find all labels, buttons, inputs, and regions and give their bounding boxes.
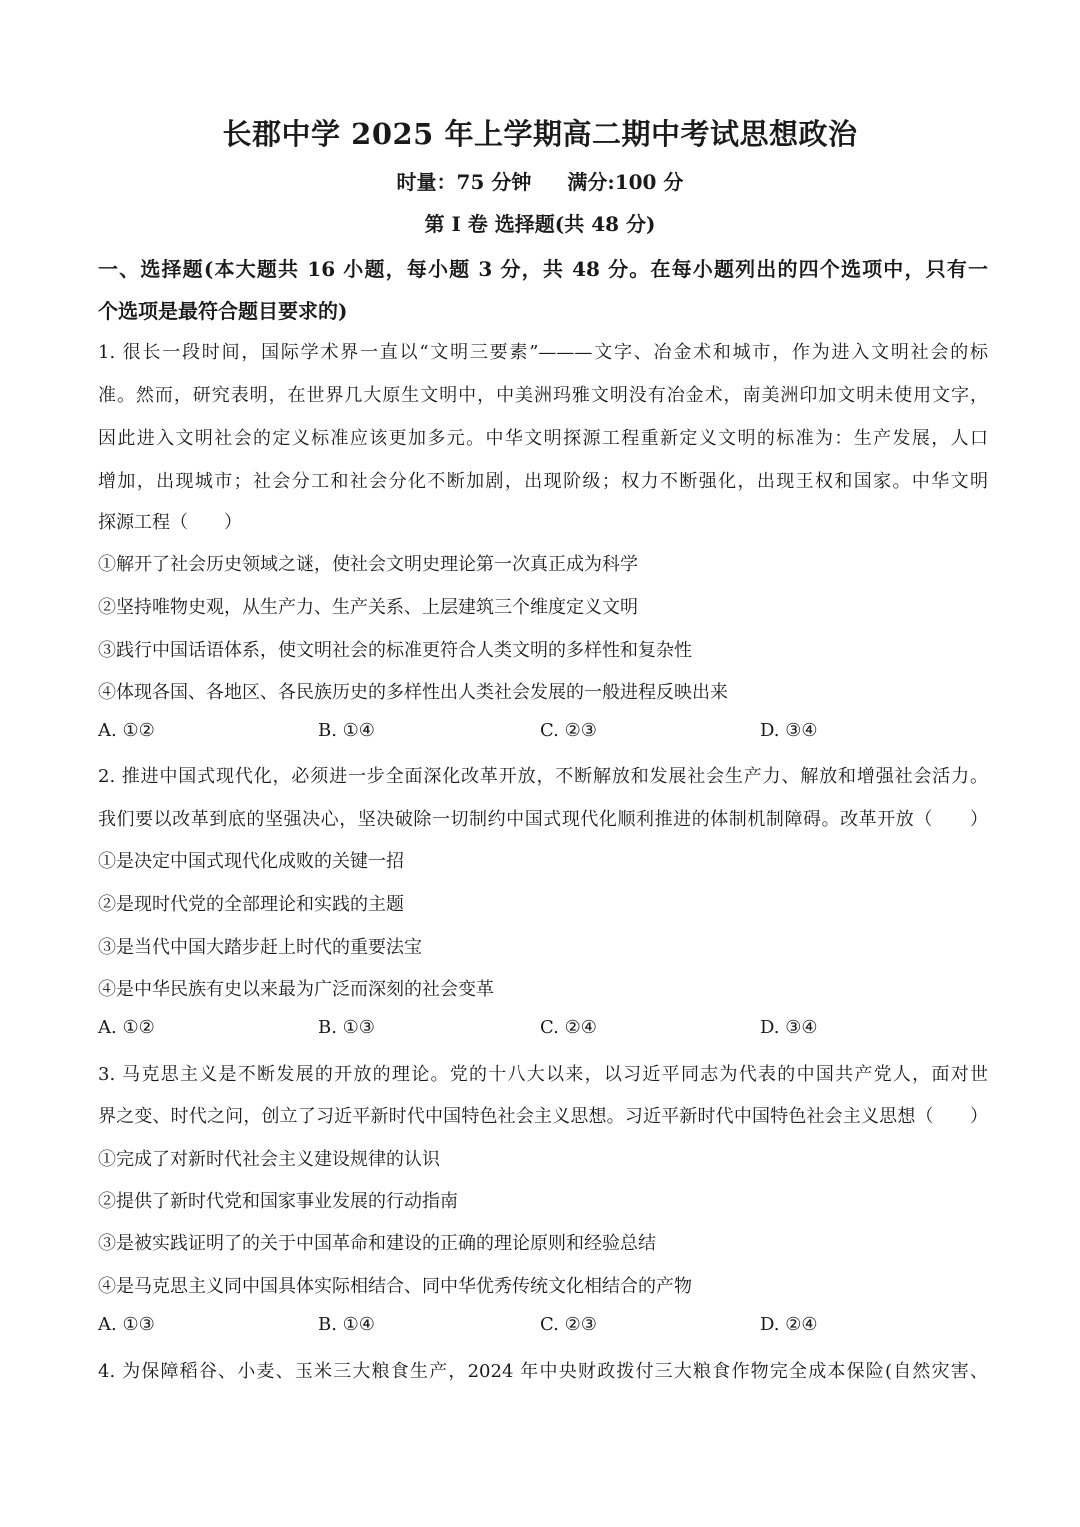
q1-item-3: ③践行中国话语体系，使文明社会的标准更符合人类文明的多样性和复杂性 (98, 640, 692, 661)
q1-item-1: ①解开了社会历史领域之谜，使社会文明史理论第一次真正成为科学 (98, 554, 638, 575)
q1-stem-line-1: 1. 很长一段时间，国际学术界一直以“文明三要素”———文字、冶金术和城市，作为进入文明社会的标 (98, 342, 988, 363)
q1-option-c: C. ②③ (540, 720, 597, 741)
q1-stem-line-2: 准。然而，研究表明，在世界几大原生文明中，中美洲玛雅文明没有冶金术，南美洲印加文明未使用文字， (98, 385, 988, 406)
q3-option-b: B. ①④ (318, 1314, 375, 1335)
q2-option-d: D. ③④ (760, 1017, 818, 1038)
q1-item-2: ②坚持唯物史观，从生产力、生产关系、上层建筑三个维度定义文明 (98, 597, 638, 618)
score-label: 满分:100 分 (567, 170, 684, 194)
q3-item-2: ②提供了新时代党和国家事业发展的行动指南 (98, 1191, 458, 1212)
q2-item-1: ①是决定中国式现代化成败的关键一招 (98, 851, 404, 872)
q2-item-4: ④是中华民族有史以来最为广泛而深刻的社会变革 (98, 979, 494, 1000)
q1-stem-line-3: 因此进入文明社会的定义标准应该更加多元。中华文明探源工程重新定义文明的标准为：生产发展，人口 (98, 428, 988, 449)
q1-option-d: D. ③④ (760, 720, 818, 741)
part-title: 第 I 卷 选择题(共 48 分) (424, 212, 656, 236)
q2-option-c: C. ②④ (540, 1017, 597, 1038)
q1-stem-line-4: 增加，出现城市；社会分工和社会分化不断加剧，出现阶级；权力不断强化，出现王权和国家。中华文明 (98, 471, 988, 492)
q2-item-2: ②是现时代党的全部理论和实践的主题 (98, 894, 404, 915)
q2-option-b: B. ①③ (318, 1017, 375, 1038)
section-heading (98, 248, 988, 332)
q1-option-a: A. ①② (98, 720, 155, 741)
q3-item-1: ①完成了对新时代社会主义建设规律的认识 (98, 1149, 440, 1170)
q2-option-a: A. ①② (98, 1017, 155, 1038)
q3-option-d: D. ②④ (760, 1314, 818, 1335)
section-line-1: 一、选择题(本大题共 16 小题，每小题 3 分，共 48 分。在每小题列出的四个选项中，只有一 (98, 257, 988, 281)
q3-option-c: C. ②③ (540, 1314, 597, 1335)
q3-item-4: ④是马克思主义同中国具体实际相结合、同中华优秀传统文化相结合的产物 (98, 1276, 692, 1297)
q1-option-b: B. ①④ (318, 720, 375, 741)
q3-stem-line-1: 3. 马克思主义是不断发展的开放的理论。党的十八大以来，以习近平同志为代表的中国共产党人，面对世 (98, 1064, 988, 1085)
exam-meta (0, 166, 1080, 195)
exam-title: 长郡中学 2025 年上学期高二期中考试思想政治 (222, 117, 858, 151)
q3-option-a: A. ①③ (98, 1314, 155, 1335)
q2-stem-line-1: 2. 推进中国式现代化，必须进一步全面深化改革开放，不断解放和发展社会生产力、解放和增强社会活力。 (98, 766, 988, 787)
q2-item-3: ③是当代中国大踏步赶上时代的重要法宝 (98, 937, 422, 958)
q3-item-3: ③是被实践证明了的关于中国革命和建设的正确的理论原则和经验总结 (98, 1233, 656, 1254)
q2-stem-line-2: 我们要以改革到底的坚强决心，坚决破除一切制约中国式现代化顺利推进的体制机制障碍。改革开放（ ） (98, 809, 988, 830)
q3-stem-line-2: 界之变、时代之问，创立了习近平新时代中国特色社会主义思想。习近平新时代中国特色社会主义思想（ ） (98, 1106, 988, 1127)
time-label: 时量：75 分钟 (396, 170, 532, 194)
section-line-2: 个选项是最符合题目要求的) (98, 299, 348, 323)
q1-stem-line-5: 探源工程（ ） (98, 512, 242, 533)
q4-stem-line-1: 4. 为保障稻谷、小麦、玉米三大粮食生产，2024 年中央财政拨付三大粮食作物完全成本保险(自然灾害、 (98, 1361, 988, 1382)
q1-item-4: ④体现各国、各地区、各民族历史的多样性出人类社会发展的一般进程反映出来 (98, 682, 728, 703)
